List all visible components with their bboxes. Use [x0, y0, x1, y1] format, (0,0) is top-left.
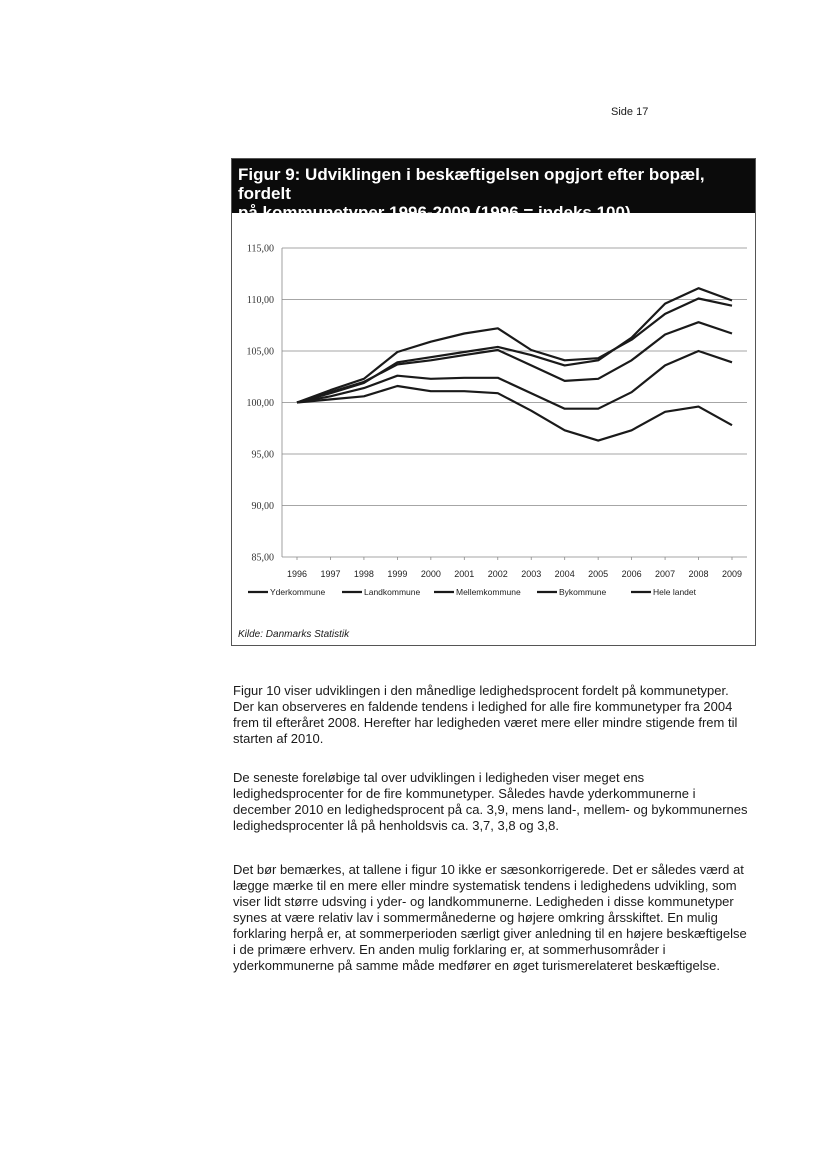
- paragraph-3: Det bør bemærkes, at tallene i figur 10 ikke er sæsonkorrigerede. Det er således værd at lægge mærke til en mere eller mindre systematisk tendens i ledighedens udvikling, som viser lidt større udsving i yder- og landkommunerne. Ledigheden i disse kommunetyper synes at være relativ lav i sommermånederne og højere omkring årsskiftet. En mulig forklaring herpå er, at sommerperioden særligt giver anledning til en højere beskæftigelse i de primære erhverv. En anden mulig forklaring er, at sommerhusområder i yderkommunerne på samme måde medfører en øget turismerelateret beskæftigelse.: [233, 862, 747, 973]
- x-tick-label: 2003: [521, 569, 542, 579]
- x-tick-label: 1996: [286, 569, 308, 579]
- x-tick-label: 2007: [655, 569, 676, 579]
- x-tick-label: 2001: [454, 569, 475, 579]
- x-tick-label: 1999: [387, 569, 408, 579]
- x-tick-label: 2004: [554, 569, 575, 579]
- y-tick-label: 110,00: [246, 295, 274, 306]
- figure-9: [231, 158, 756, 646]
- legend-label: Hele landet: [653, 587, 697, 597]
- series-line-yderkommune: [297, 386, 732, 441]
- figure-title-line-2: på kommunetyper 1996-2009 (1996 = indeks 100): [238, 203, 631, 222]
- page-number: Side 17: [611, 106, 649, 118]
- x-tick-label: 2006: [621, 569, 642, 579]
- y-tick-label: 90,00: [251, 501, 274, 512]
- y-tick-label: 105,00: [246, 346, 274, 358]
- legend-label: Mellemkommune: [456, 587, 521, 597]
- x-tick-label: 2009: [721, 569, 743, 579]
- series-line-mellemkommune: [297, 322, 732, 402]
- x-tick-label: 1997: [320, 569, 341, 579]
- x-tick-label: 2002: [487, 569, 508, 579]
- figure-source: Kilde: Danmarks Statistik: [238, 629, 350, 640]
- line-chart: [232, 159, 755, 627]
- legend-label: Landkommune: [364, 587, 421, 597]
- legend-label: Bykommune: [559, 587, 607, 597]
- y-tick-label: 115,00: [246, 243, 274, 255]
- figure-title-line-1: Figur 9: Udviklingen i beskæftigelsen opgjort efter bopæl, fordelt: [238, 165, 705, 203]
- y-tick-label: 95,00: [251, 449, 274, 461]
- paragraph-1: Figur 10 viser udviklingen i den månedlige ledighedsprocent fordelt på kommunetyper. Der kan observeres en faldende tendens i ledighed for alle fire kommunetyper fra 2004 frem til efteråret 2008. Herefter har ledigheden været mere eller mindre stigende frem til starten af 2010.: [233, 683, 738, 746]
- y-tick-label: 85,00: [251, 552, 274, 564]
- legend-label: Yderkommune: [270, 587, 326, 597]
- paragraph-2: De seneste foreløbige tal over udviklingen i ledigheden viser meget ens ledighedsprocenter for de fire kommunetyper. Således havde yderkommunerne i december 2010 en ledighedsprocent på ca. 3,9, mens land-, mellem- og bykommunernes ledighedsprocenter lå på henholdsvis ca. 3,7, 3,8 og 3,8.: [233, 770, 748, 833]
- y-tick-label: 100,00: [246, 398, 274, 409]
- x-tick-label: 2000: [420, 569, 441, 579]
- x-tick-label: 1998: [353, 569, 374, 579]
- x-tick-label: 2005: [588, 569, 609, 579]
- x-tick-label: 2008: [688, 569, 709, 579]
